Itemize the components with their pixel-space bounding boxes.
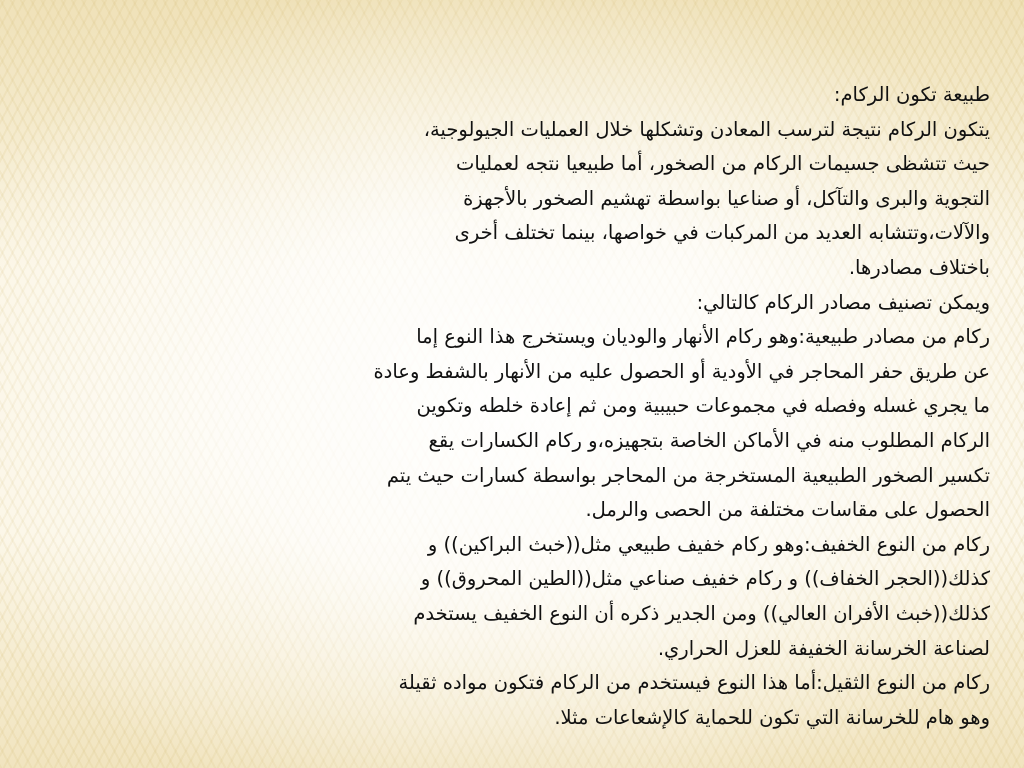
text-line: ركام من مصادر طبيعية:وهو ركام الأنهار والوديان ويستخرج هذا النوع إما (416, 325, 990, 349)
text-line: ركام من النوع الثقيل:أما هذا النوع فيستخدم من الركام فتكون مواده ثقيلة (398, 671, 990, 695)
text-line: الركام المطلوب منه في الأماكن الخاصة بتجهيزه،و ركام الكسارات يقع (428, 428, 990, 452)
text-line: يتكون الركام نتيجة لترسب المعادن وتشكلها خلال العمليات الجيولوجية، (423, 117, 990, 141)
body-text (100, 78, 990, 735)
text-line: تكسير الصخور الطبيعية المستخرجة من المحاجر بواسطة كسارات حيث يتم (386, 463, 990, 487)
text-line: عن طريق حفر المحاجر في الأودية أو الحصول عليه من الأنهار بالشفط وعادة (373, 359, 990, 383)
text-line: حيث تتشظى جسيمات الركام من الصخور، أما طبيعيا نتجه لعمليات (455, 152, 990, 176)
text-line: ما يجري غسله وفصله في مجموعات حبيبية ومن ثم إعادة خلطه وتكوين (416, 394, 990, 418)
heading-classification: ويمكن تصنيف مصادر الركام كالتالي: (696, 290, 990, 314)
text-line: لصناعة الخرسانة الخفيفة للعزل الحراري. (657, 636, 990, 660)
text-line: والآلات،وتتشابه العديد من المركبات في خواصها، بينما تختلف أخرى (454, 221, 990, 245)
text-line: كذلك((الحجر الخفاف)) و ركام خفيف صناعي مثل((الطين المحروق)) و (420, 567, 990, 591)
text-line: التجوية والبرى والتآكل، أو صناعيا بواسطة تهشيم الصخور بالأجهزة (463, 186, 990, 210)
text-line: وهو هام للخرسانة التي تكون للحماية كالإشعاعات مثلا. (554, 705, 990, 729)
text-line: باختلاف مصادرها. (848, 255, 990, 279)
text-line: ركام من النوع الخفيف:وهو ركام خفيف طبيعي مثل((خبث البراكين)) و (427, 532, 990, 556)
text-line: الحصول على مقاسات مختلفة من الحصى والرمل. (585, 498, 990, 522)
text-line: كذلك((خبث الأفران العالي)) ومن الجدير ذكره أن النوع الخفيف يستخدم (413, 601, 990, 625)
heading-formation: طبيعة تكون الركام: (833, 83, 990, 106)
